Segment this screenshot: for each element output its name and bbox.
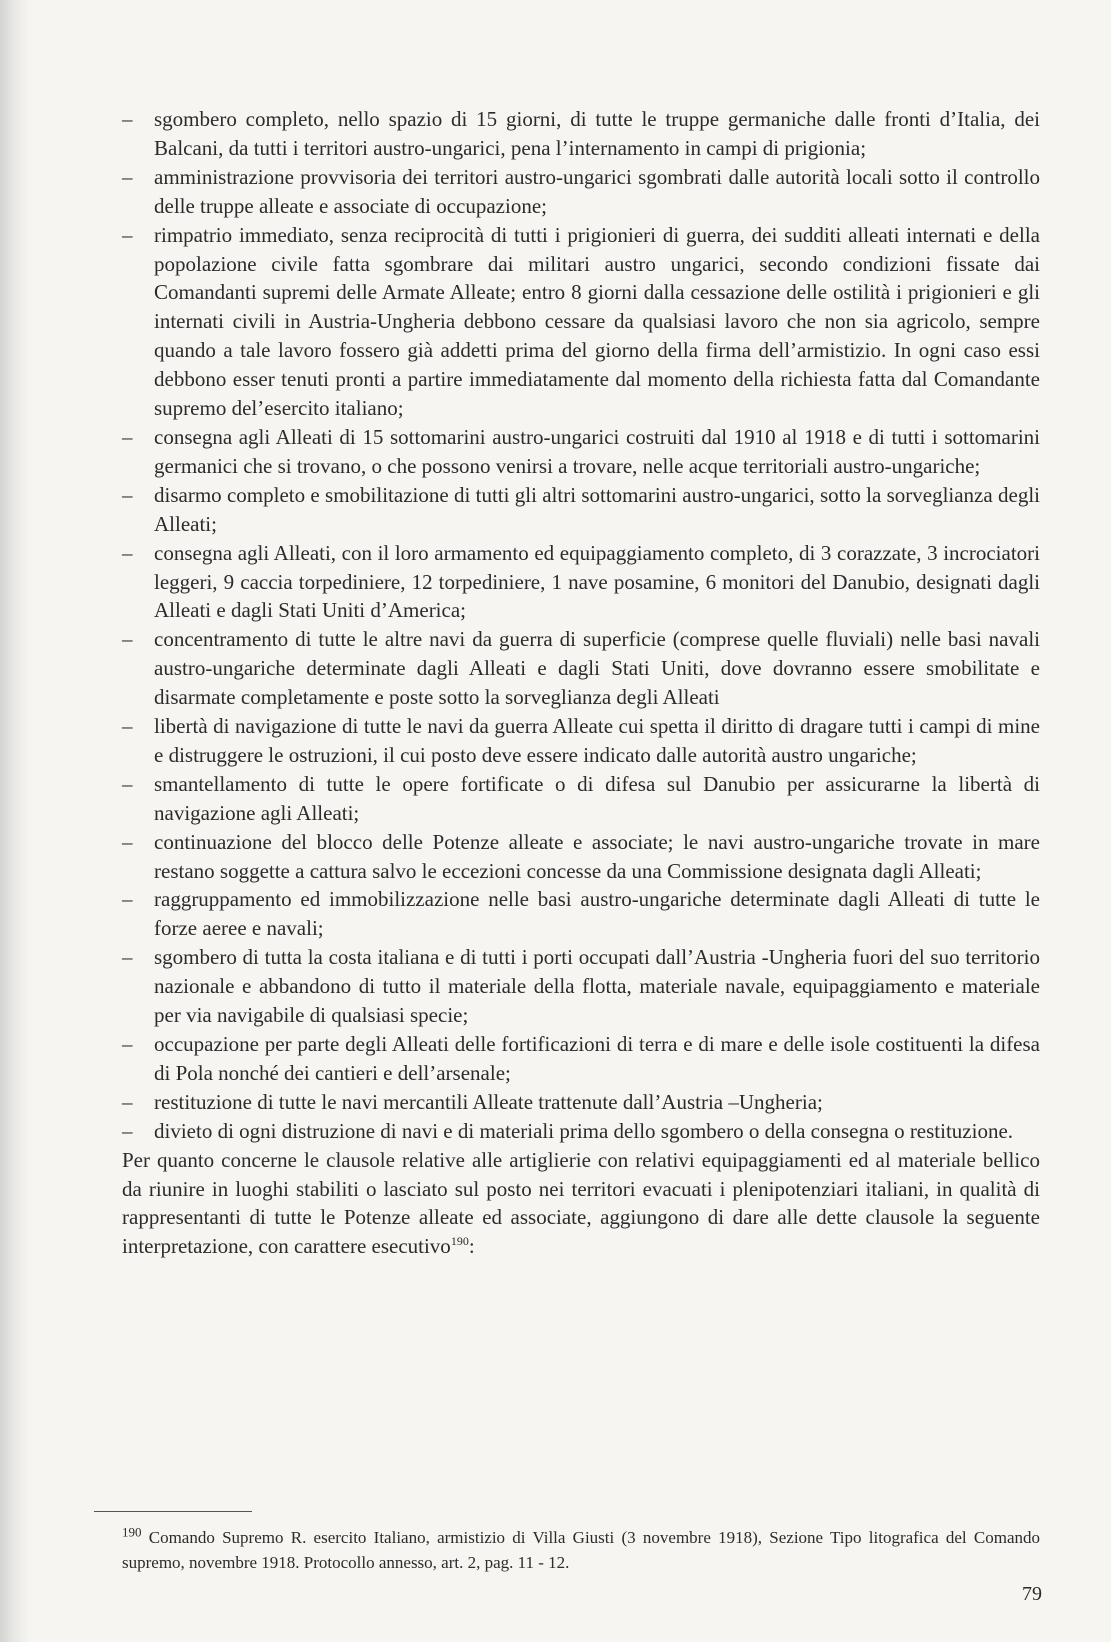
bullet-dash: – (122, 714, 133, 739)
bullet-dash: – (122, 1118, 133, 1143)
clause-item (122, 163, 1040, 221)
clause-item (122, 828, 1040, 886)
bullet-dash: – (122, 945, 133, 970)
bullet-dash: – (122, 222, 133, 247)
footnote-number: 190 (122, 1524, 142, 1540)
clause-text: continuazione del blocco delle Potenze alleate e associate; le navi austro-ungariche trovate in mare restano soggette a cattura salvo le eccezioni concesse da una Commissione designata dagli Alleati; (154, 829, 1040, 883)
bullet-dash: – (122, 540, 133, 565)
clause-item (122, 1117, 1040, 1146)
bullet-dash: – (122, 164, 133, 189)
clause-item (122, 481, 1040, 539)
bullet-dash: – (122, 107, 133, 131)
bullet-dash: – (122, 424, 133, 449)
clause-text: rimpatrio immediato, senza reciprocità di tutti i prigionieri di guerra, dei sudditi alleati internati e della popolazione civile fatta sgombrare dai militari austro ungarici, secondo condizioni fissate dai Comandanti supremi delle Armate Alleate; entro 8 giorni dalla cessazione delle ostilità i prigionieri e gli internati civili in Austria-Ungheria debbono cessare da qualsiasi lavoro che non sia agricolo, sempre quando a tale lavoro fossero già addetti prima del giorno della firma dell’armistizio. In ogni caso essi debbono esser tenuti pronti a partire immediatamente dal momento della richiesta fatta dal Comandante supremo del’esercito italiano; (154, 222, 1040, 421)
clause-text: libertà di navigazione di tutte le navi da guerra Alleate cui spetta il diritto di dragare tutti i campi di mine e distruggere le ostruzioni, il cui posto deve essere indicato dalle autorità austro ungariche; (154, 714, 1040, 767)
bullet-dash: – (122, 1089, 133, 1114)
clause-text: smantellamento di tutte le opere fortificate o di difesa sul Danubio per assicurarne la libertà di navigazione agli Alleati; (154, 771, 1040, 825)
clause-text: divieto di ogni distruzione di navi e di materiali prima dello sgombero o della consegna o restituzione. (154, 1118, 1014, 1143)
clause-item (122, 770, 1040, 828)
clause-text: occupazione per parte degli Alleati delle fortificazioni di terra e di mare e delle isole costituenti la difesa di Pola nonché dei cantieri e dell’arsenale; (154, 1032, 1040, 1085)
page-binding-shadow (0, 0, 30, 1642)
clause-text: sgombero di tutta la costa italiana e di tutti i porti occupati dall’Austria -Ungheria fuori del suo territorio nazionale e abbandono di tutto il materiale della flotta, materiale navale, equipaggiamento e materiale per via navigabile di qualsiasi specie; (154, 945, 1040, 1028)
closing-paragraph-suffix: : (468, 1234, 475, 1259)
body-text (122, 105, 1040, 1261)
clause-item (122, 625, 1040, 712)
clause-item (122, 885, 1040, 943)
clause-item (122, 712, 1040, 770)
footnote (122, 1525, 1040, 1575)
clause-item (122, 105, 1040, 163)
clause-text: raggruppamento ed immobilizzazione nelle basi austro-ungariche determinate dagli Alleati di tutte le forze aeree e navali; (154, 887, 1040, 941)
clause-item (122, 1088, 1040, 1117)
clause-text: disarmo completo e smobilitazione di tutti gli altri sottomarini austro-ungarici, sotto la sorveglianza degli Alleati; (154, 482, 1040, 536)
closing-paragraph-text: Per quanto concerne le clausole relative alle artiglierie con relativi equipaggiamenti ed al materiale bellico da riunire in luoghi stabiliti o lasciato sul posto nei territori evacuati i plenipotenziari italiani, in qualità di rappresentanti di tutte le Potenze alleate ed associate, aggiungono di dare alle dette clausole la seguente interpretazione, con carattere esecutivo (122, 1147, 1040, 1259)
bullet-dash: – (122, 829, 133, 854)
clause-text: sgombero completo, nello spazio di 15 giorni, di tutte le truppe germaniche dalle fronti d’Italia, dei Balcani, da tutti i territori austro-ungarici, pena l’internamento in campi di prigionia; (154, 107, 1040, 160)
bullet-dash: – (122, 627, 133, 652)
armistice-clause-list (122, 105, 1040, 1146)
clause-item (122, 539, 1040, 626)
clause-item (122, 943, 1040, 1030)
footnote-separator (94, 1511, 252, 1512)
page-number: 79 (1022, 1583, 1042, 1605)
clause-item (122, 1030, 1040, 1088)
bullet-dash: – (122, 482, 133, 507)
clause-text: consegna agli Alleati, con il loro armamento ed equipaggiamento completo, di 3 corazzate, 3 incrociatori leggeri, 9 caccia torpediniere, 12 torpediniere, 1 nave posamine, 6 monitori del Danubio, designati dagli Alleati e dagli Stati Uniti d’America; (154, 540, 1040, 623)
bullet-dash: – (122, 1032, 133, 1056)
clause-text: consegna agli Alleati di 15 sottomarini austro-ungarici costruiti dal 1910 al 1918 e di tutti i sottomarini germanici che si trovano, o che possono venirsi a trovare, nelle acque territoriali austro-ungariche; (154, 424, 1040, 478)
closing-paragraph (122, 1146, 1040, 1262)
clause-text: restituzione di tutte le navi mercantili Alleate trattenute dall’Austria –Ungheria; (154, 1089, 823, 1114)
clause-item (122, 423, 1040, 481)
clause-text: concentramento di tutte le altre navi da guerra di superficie (comprese quelle fluviali) nelle basi navali austro-ungariche determinate dagli Alleati e dagli Stati Uniti, dove dovranno essere smobilitate e disarmate completamente e poste sotto la sorveglianza degli Alleati (154, 627, 1040, 710)
clause-text: amministrazione provvisoria dei territori austro-ungarici sgombrati dalle autorità locali sotto il controllo delle truppe alleate e associate di occupazione; (154, 164, 1040, 218)
footnote-reference[interactable]: 190 (450, 1234, 469, 1249)
footnote-text: Comando Supremo R. esercito Italiano, armistizio di Villa Giusti (3 novembre 1918), Sezione Tipo litografica del Comando supremo, novembre 1918. Protocollo annesso, art. 2, pag. 11 - 12. (122, 1528, 1040, 1572)
clause-item (122, 221, 1040, 423)
bullet-dash: – (122, 771, 133, 796)
bullet-dash: – (122, 887, 133, 912)
